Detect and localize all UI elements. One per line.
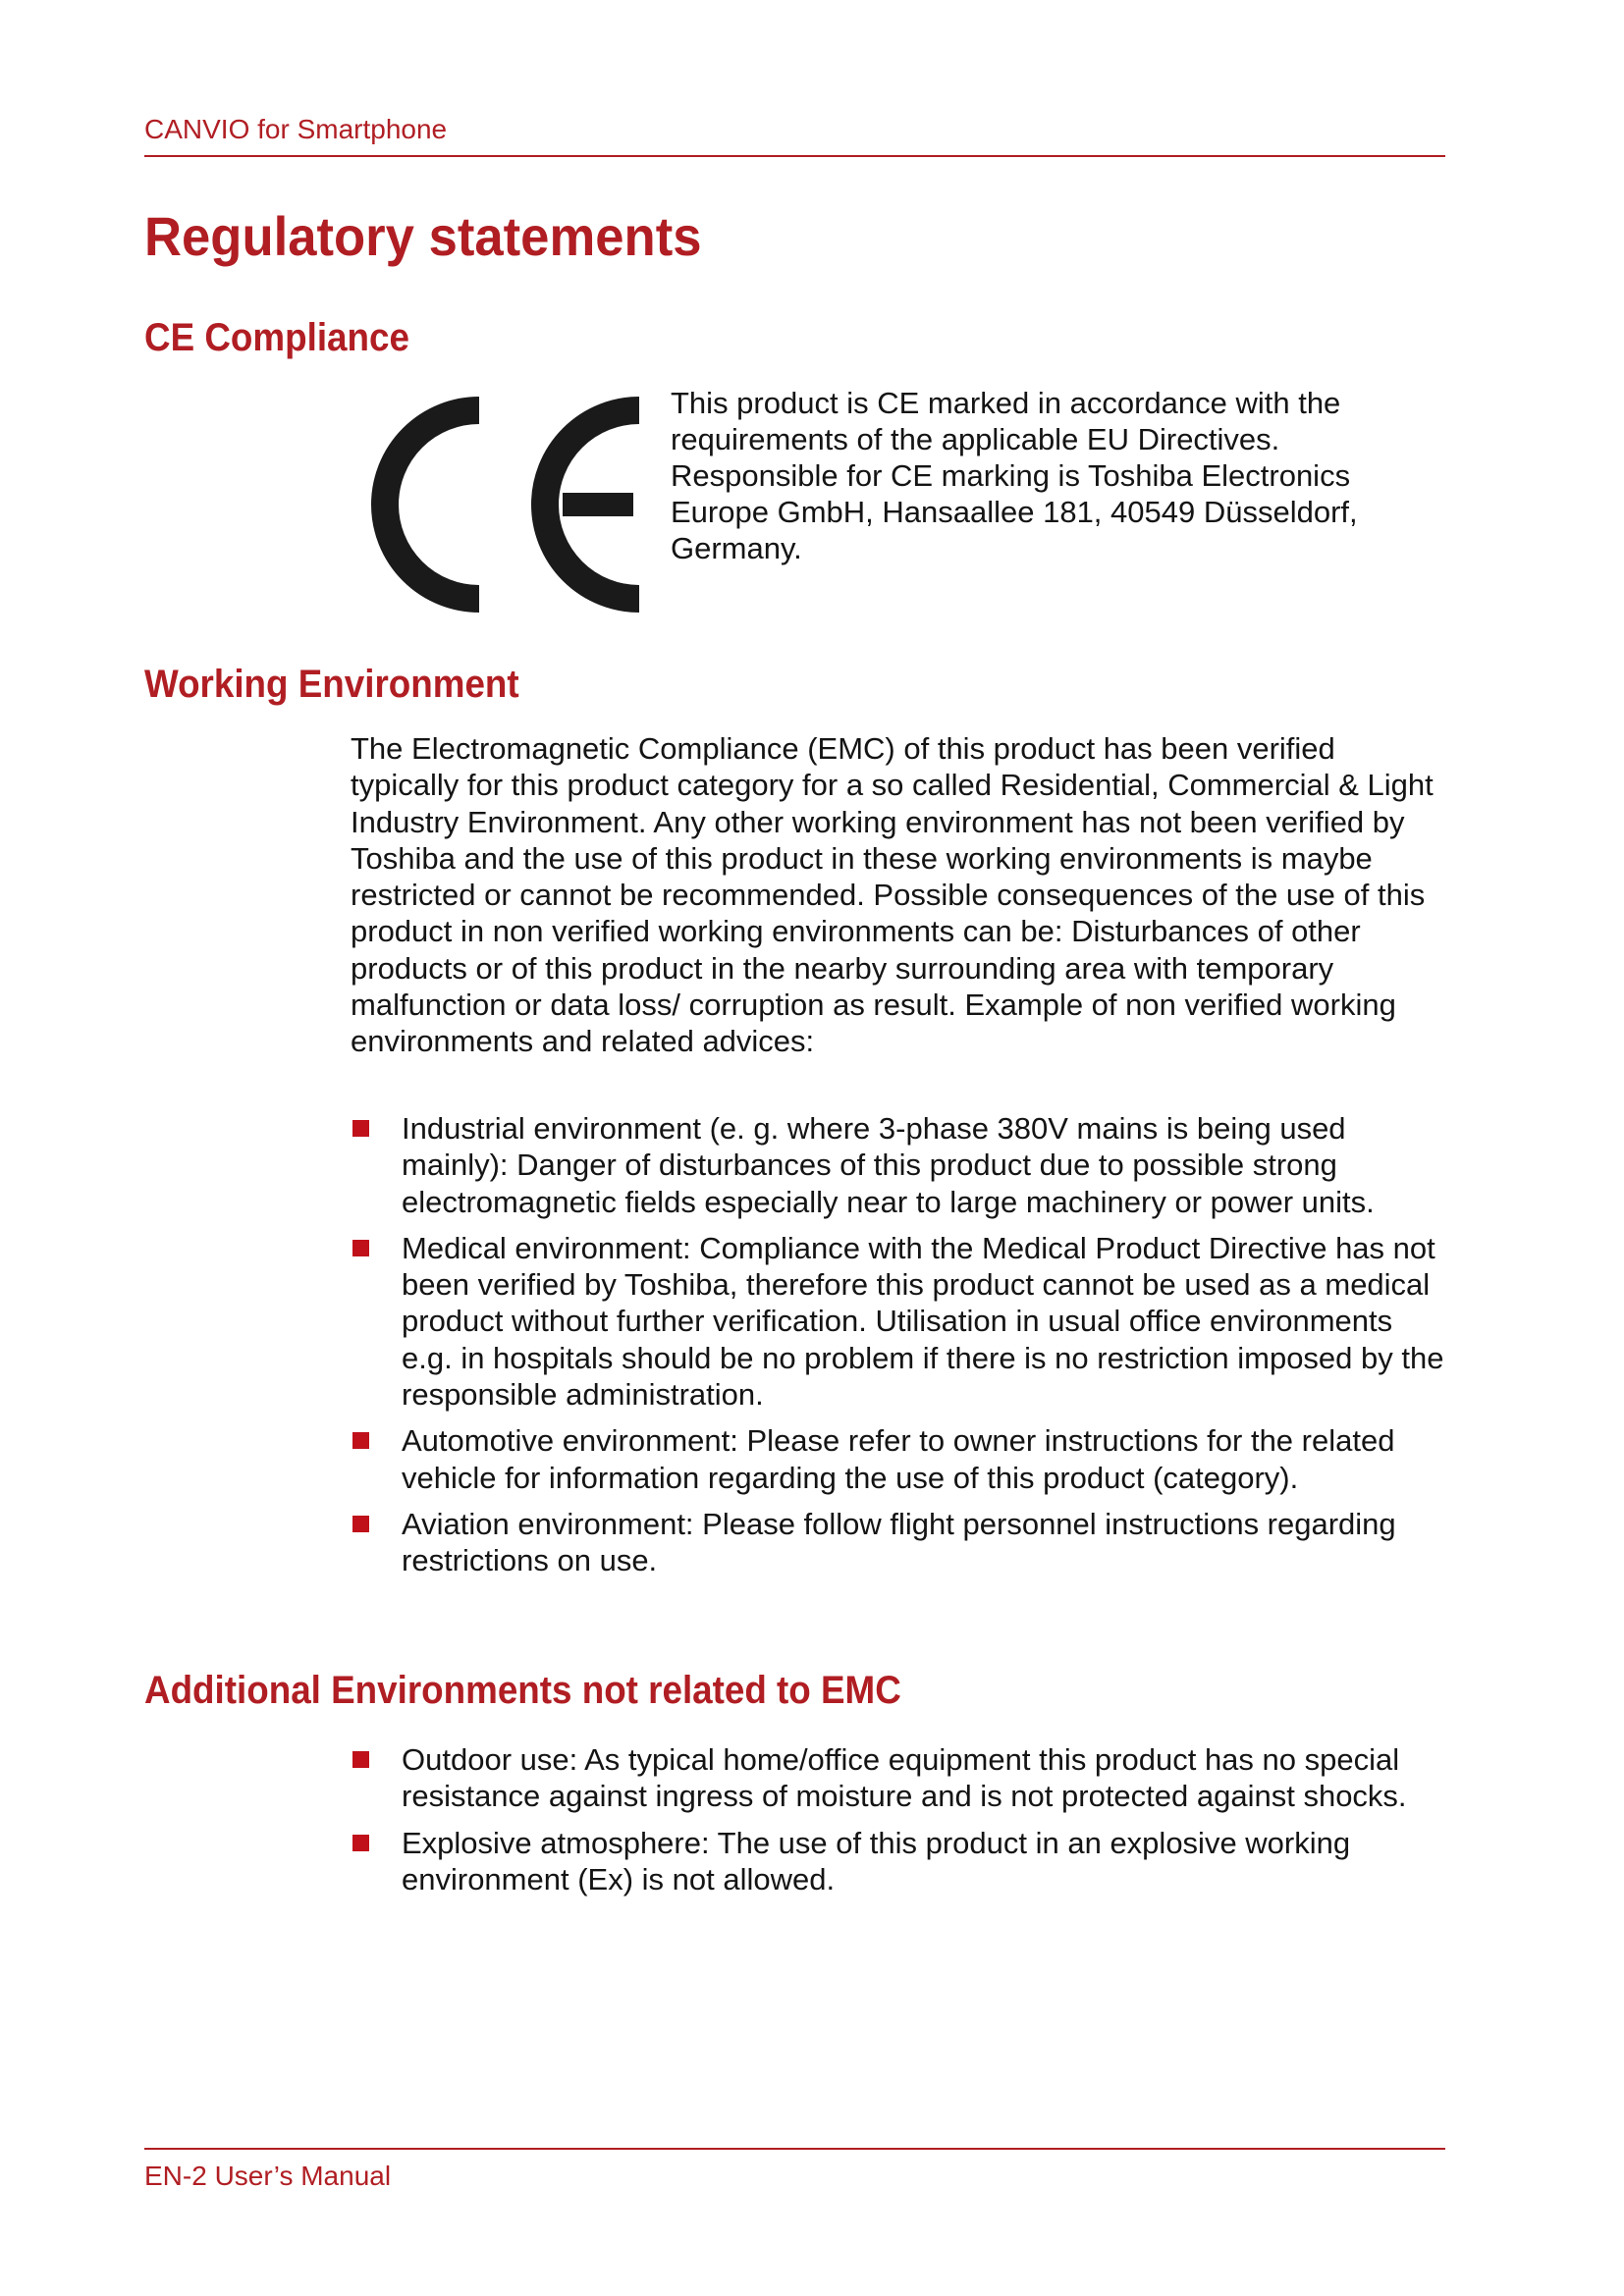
ce-compliance-heading: CE Compliance: [144, 316, 409, 359]
list-item-text: Outdoor use: As typical home/office equipment this product has no special resistance against ingress of moisture and is not protected against shocks.: [402, 1742, 1407, 1814]
page-title: Regulatory statements: [144, 205, 702, 267]
header-rule: [144, 155, 1445, 157]
list-item: [351, 1110, 1450, 1220]
ce-mark-c: [385, 410, 479, 599]
running-header: CANVIO for Smartphone: [144, 114, 448, 144]
bullet-square-icon: [352, 1751, 369, 1768]
bullet-square-icon: [352, 1516, 369, 1532]
working-environment-heading: Working Environment: [144, 663, 519, 706]
additional-environments-list: [351, 1741, 1450, 1907]
list-item: [351, 1506, 1450, 1579]
list-item: [351, 1741, 1450, 1815]
footer-rule: [144, 2148, 1445, 2150]
bullet-square-icon: [352, 1240, 369, 1256]
list-item-text: Aviation environment: Please follow flight personnel instructions regarding restrictions on use.: [402, 1506, 1396, 1578]
list-item: [351, 1825, 1450, 1898]
list-item-text: Explosive atmosphere: The use of this product in an explosive working environment (Ex) is not allowed.: [402, 1825, 1351, 1896]
list-item-text: Medical environment: Compliance with the Medical Product Directive has not been verified by Toshiba, therefore this product cannot be used as a medical product without further verification. Utilisation in usual office environments e.g. in hospitals should be no problem if there is no restriction imposed by the responsible administration.: [402, 1230, 1444, 1413]
list-item: [351, 1230, 1450, 1413]
ce-mark-logo: [356, 397, 649, 613]
list-item: [351, 1422, 1450, 1496]
bullet-square-icon: [352, 1432, 369, 1449]
working-environment-intro: The Electromagnetic Compliance (EMC) of this product has been verified typically for this product category for a so called Residential, Commercial & Light Industry Environment. Any other working environment has not been verified by Toshiba and the use of this product in these working environments is maybe restricted or cannot be recommended. Possible consequences of the use of this product in non verified working environments can be: Disturbances of other products or of this product in the nearby surrounding area with temporary malfunction or data loss/ corruption as result. Example of non verified working environments and related advices:: [351, 731, 1434, 1059]
page-footer: EN-2 User’s Manual: [144, 2161, 392, 2191]
bullet-square-icon: [352, 1835, 369, 1851]
bullet-square-icon: [352, 1120, 369, 1137]
working-environment-list: [351, 1110, 1450, 1589]
ce-compliance-text: This product is CE marked in accordance with the requirements of the applicable EU Directives. Responsible for CE marking is Toshiba Electronics Europe GmbH, Hansaallee 181, 40549 Düsseldorf, Germany.: [671, 386, 1358, 565]
additional-environments-heading: Additional Environments not related to EMC: [144, 1669, 901, 1712]
list-item-text: Automotive environment: Please refer to owner instructions for the related vehicle for information regarding the use of this product (category).: [402, 1423, 1395, 1495]
list-item-text: Industrial environment (e. g. where 3-phase 380V mains is being used mainly): Danger of disturbances of this product due to possible strong electromagnetic fields especially near to large machinery or power units.: [402, 1111, 1375, 1219]
